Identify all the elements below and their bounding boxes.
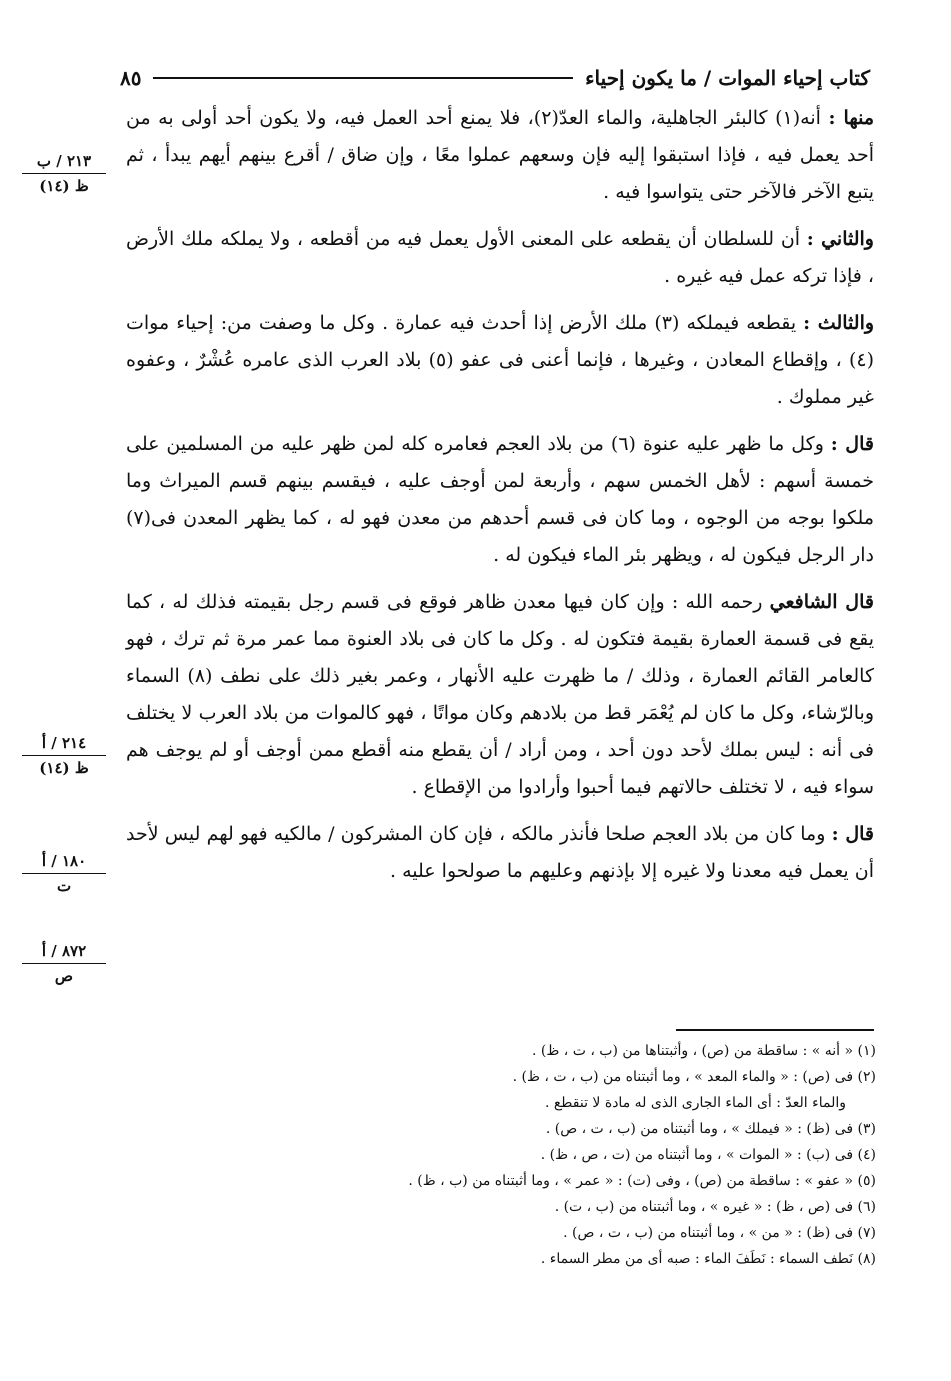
manuscript-folio: ٢١٣ / ب [22, 152, 106, 174]
footnote-gloss: والماء العدّ : أى الماء الجارى الذى له مادة لا تنقطع . [544, 1095, 846, 1111]
footnote: (٨) نَطف السماء : نَطَفَ الماء : صبه أى من مطر السماء . [540, 1251, 876, 1267]
manuscript-folio: ١٨٠ / أ [22, 852, 106, 874]
main-text [126, 100, 874, 900]
footnote: (٦) فى (ص ، ظ) : « غيره » ، وما أثبتناه من (ب ، ت) . [554, 1199, 876, 1215]
margin-reference [22, 152, 106, 195]
paragraph [126, 426, 874, 574]
paragraph-lead: منها : [828, 107, 874, 129]
footnote: (٤) فى (ب) : « الموات » ، وما أثبتناه من (ت ، ص ، ظ) . [540, 1147, 876, 1163]
footnotes [300, 1038, 876, 1272]
paragraph-text: يقطعه فيملكه (٣) ملك الأرض إذا أحدث فيه عمارة . وكل ما وصفت من: إحياء موات (٤) ، وإقطاع المعادن ، وغيرها ، فإنما أعنى فى عفو (٥) بلاد العرب الذى عامره عُشْرٌ ، وعفوه غير مملوك . [126, 312, 874, 408]
margin-reference [22, 942, 106, 985]
paragraph [126, 305, 874, 416]
paragraph [126, 100, 874, 211]
manuscript-folio: ٢١٤ / أ [22, 734, 106, 756]
paragraph [126, 221, 874, 295]
paragraph-text: أن للسلطان أن يقطعه على المعنى الأول يعمل فيه من أقطعه ، ولا يملكه ملك الأرض ، فإذا تركه عمل فيه غيره . [126, 228, 874, 287]
page-number: ٨٥ [120, 66, 142, 90]
paragraph-text: وكل ما ظهر عليه عنوة (٦) من بلاد العجم فعامره كله لمن ظهر عليه من المسلمين على خمسة أسهم : لأهل الخمس سهم ، وأربعة لمن أوجف عليه ، فيقسم بينهم قسم الميراث وما ملكوا بوجه من الوجوه ، وما كان فى قسم أحدهم من معدن فهو له ، كما يظهر المعدن فى(٧) دار الرجل فيكون له ، ويظهر بئر الماء فيكون له . [126, 433, 874, 566]
footnote-rule [676, 1029, 874, 1031]
margin-reference [22, 734, 106, 777]
manuscript-siglum: ظ (١٤) [39, 759, 89, 777]
running-header [120, 58, 870, 98]
manuscript-siglum: ظ (١٤) [39, 177, 89, 195]
paragraph-lead: والثاني : [806, 228, 874, 250]
paragraph-lead: والثالث : [803, 312, 875, 334]
manuscript-folio: ٨٧٢ / أ [22, 942, 106, 964]
footnote: (٧) فى (ظ) : « من » ، وما أثبتناه من (ب ، ت ، ص) . [563, 1225, 876, 1241]
running-title: كتاب إحياء الموات / ما يكون إحياء [585, 66, 870, 90]
paragraph-lead: قال الشافعي [769, 591, 874, 613]
manuscript-siglum: ت [56, 877, 72, 895]
footnote: (٥) « عفو » : ساقطة من (ص) ، وفى (ت) : « عمر » ، وما أثبتناه من (ب ، ظ) . [408, 1173, 876, 1189]
footnote: (٣) فى (ظ) : « فيملك » ، وما أثبتناه من (ب ، ت ، ص) . [545, 1121, 876, 1137]
footnote: (١) « أنه » : ساقطة من (ص) ، وأثبتناها من (ب ، ت ، ظ) . [531, 1043, 876, 1059]
paragraph [126, 816, 874, 890]
paragraph-text: رحمه الله : وإن كان فيها معدن ظاهر فوقع فى قسم رجل بقيمته فذلك له ، كما يقع فى قسمة العمارة بقيمة فتكون له . وكل ما كان فى بلاد العنوة مما عمر مرة ثم ترك ، فهو كالعامر القائم العمارة ، وذلك / ما ظهرت عليه الأنهار ، وعمر بغير ذلك على نطف (٨) السماء وبالرّشاء، وكل ما كان لم يُعْمَر قط من بلادهم وكان مواتًا ، فهو كالموات من بلاد العرب لا يختلف فى أنه : ليس بملك لأحد دون أحد ، ومن أراد / أن يقطع منه أقطع ممن أوجف أو لم يوجف هم سواء فيه ، لا تختلف حالاتهم فيما أحبوا وأرادوا من الإقطاع . [126, 591, 875, 798]
header-rule [153, 77, 573, 79]
footnote: (٢) فى (ص) : « والماء المعد » ، وما أثبتناه من (ب ، ت ، ظ) . [512, 1069, 876, 1085]
margin-reference [22, 852, 106, 895]
paragraph [126, 584, 874, 806]
paragraph-lead: قال : [830, 433, 874, 455]
paragraph-lead: قال : [831, 823, 874, 845]
manuscript-siglum: ص [54, 967, 74, 985]
paragraph-text: وما كان من بلاد العجم صلحا فأنذر مالكه ، فإن كان المشركون / مالكيه فهو لهم ليس لأحد أن يعمل فيه معدنا ولا غيره إلا بإذنهم وعليهم ما صولحوا عليه . [126, 823, 874, 882]
paragraph-text: أنه(١) كالبئر الجاهلية، والماء العدّ(٢)، فلا يمنع أحد العمل فيه، ولا يكون أحد أولى به من أحد يعمل فيه ، فإذا استبقوا إليه فإن وسعهم عملوا معًا ، وإن ضاق / أقرع بينهم أيهم يبدأ ، ثم يتبع الآخر فالآخر حتى يتواسوا فيه . [126, 107, 874, 203]
